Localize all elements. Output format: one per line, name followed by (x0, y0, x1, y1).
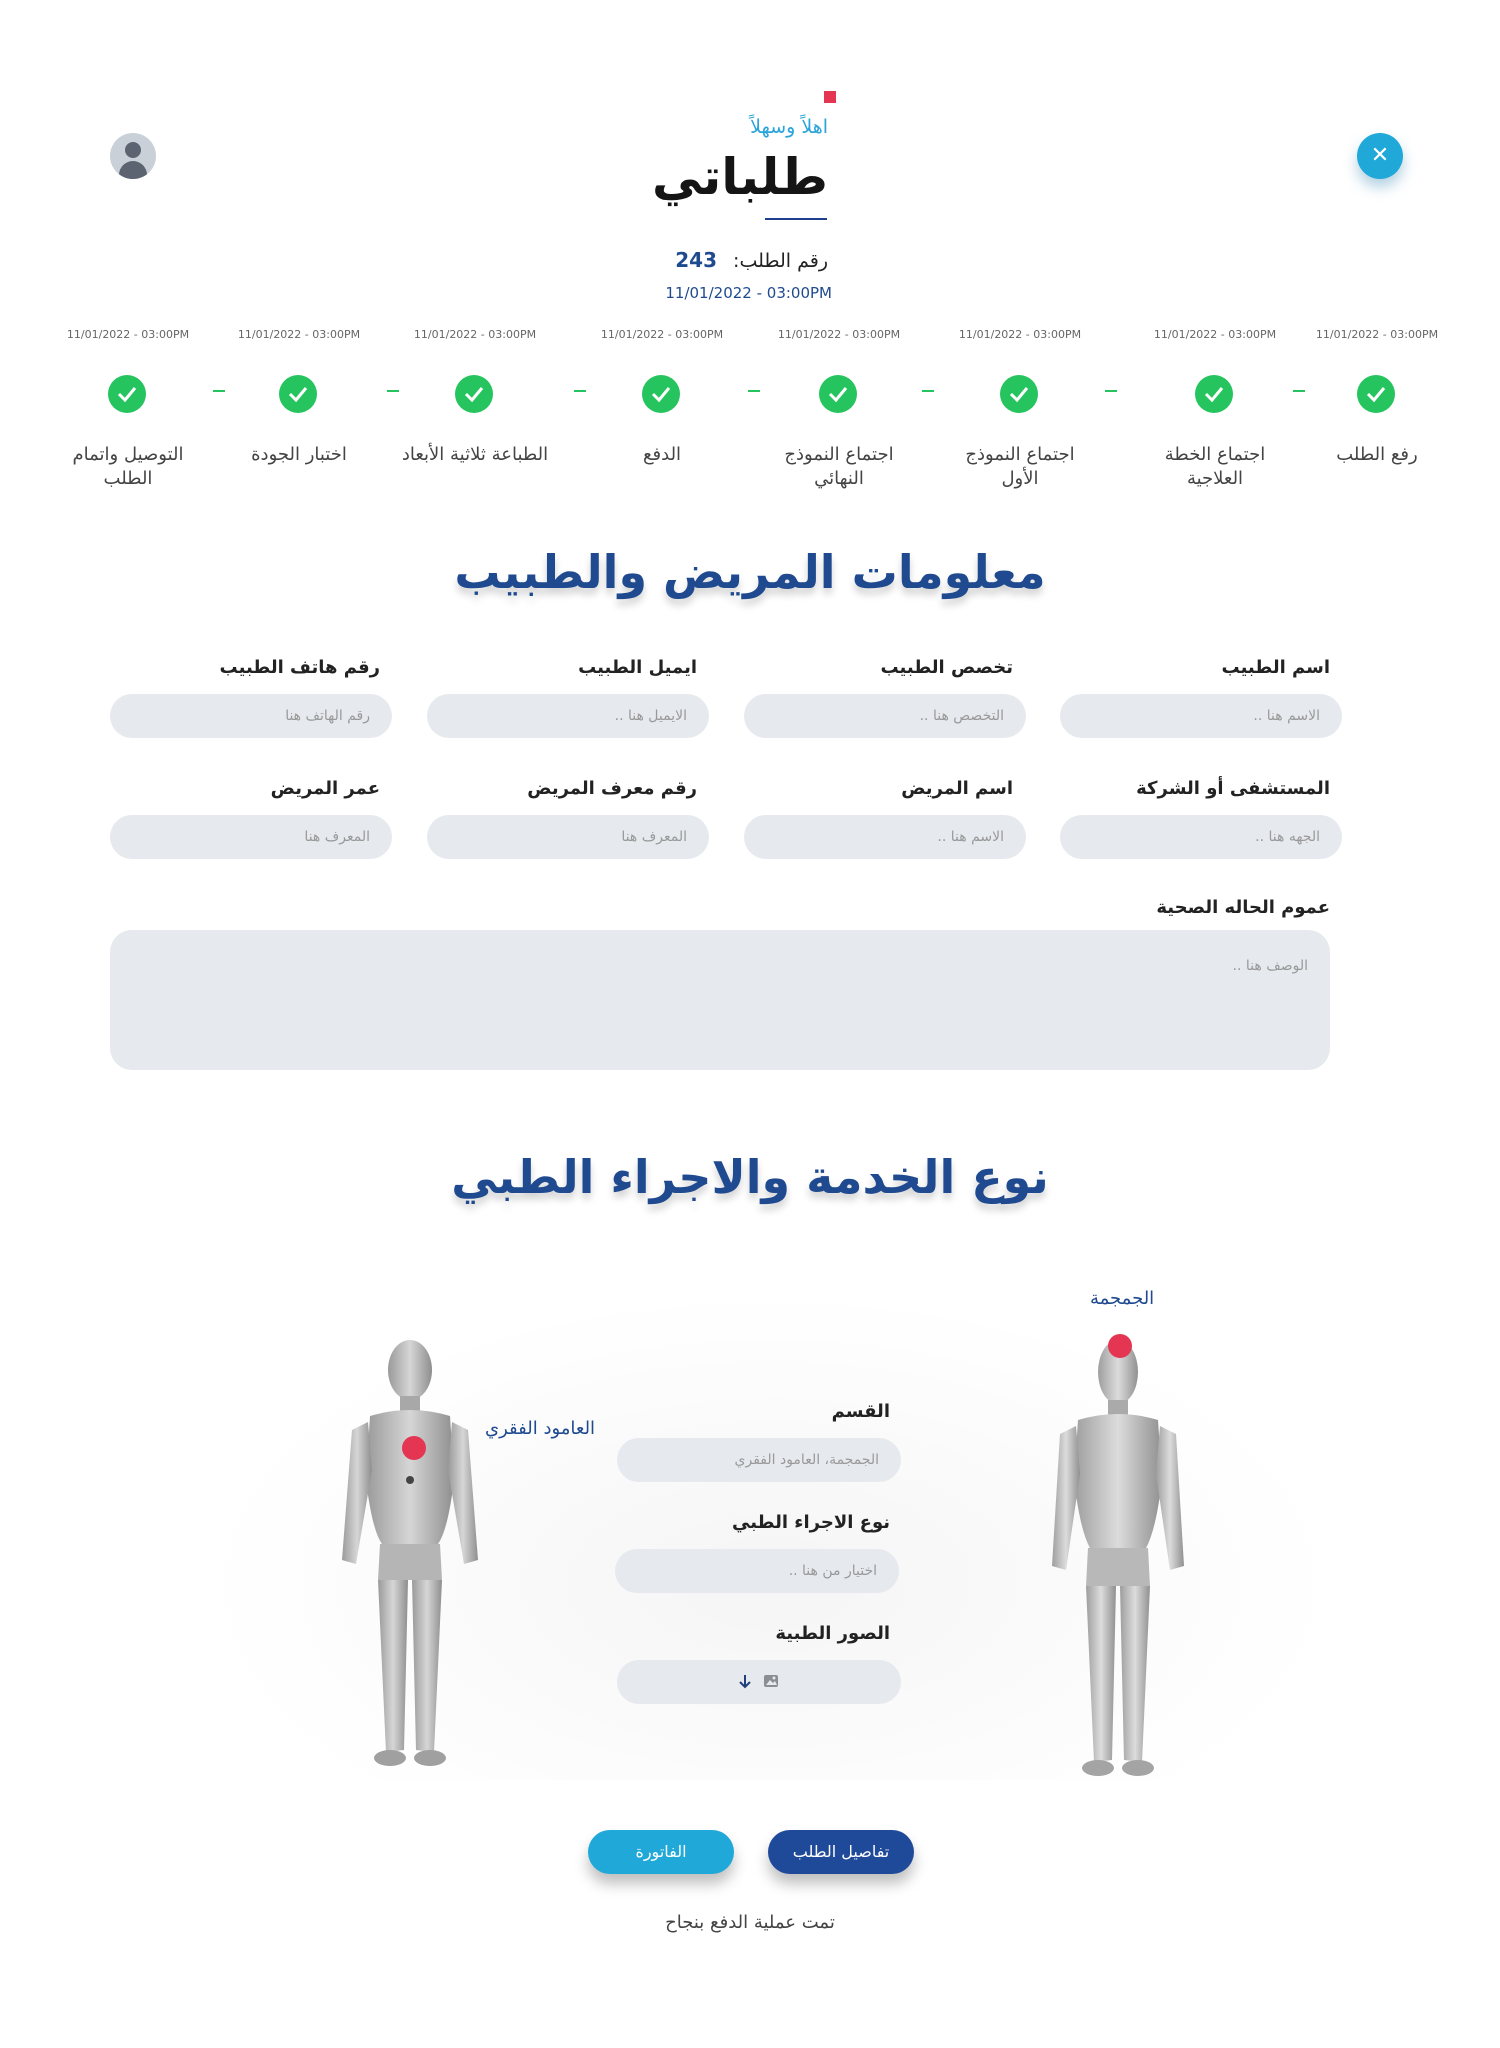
check-icon (1357, 375, 1395, 413)
close-icon: ✕ (1370, 143, 1390, 168)
check-icon (1000, 375, 1038, 413)
doctor-name-label: اسم الطبيب (1221, 657, 1330, 678)
patient-section-title: معلومات المريض والطبيب (454, 545, 1046, 599)
page-title: طلباتي (651, 148, 828, 206)
step-connector (213, 390, 225, 392)
skull-marker (1108, 1334, 1132, 1358)
health-label: عموم الحاله الصحية (1156, 897, 1330, 918)
service-section-title: نوع الخدمة والاجراء الطبي (451, 1150, 1049, 1204)
doctor-specialty-input[interactable]: التخصص هنا .. (744, 694, 1026, 738)
doctor-phone-label: رقم هاتف الطبيب (219, 657, 380, 678)
patient-id-input[interactable]: المعرف هنا (427, 815, 709, 859)
close-button[interactable] (1357, 133, 1403, 179)
step-connector (1105, 390, 1117, 392)
order-number-row (600, 248, 828, 272)
patient-name-input[interactable]: الاسم هنا .. (744, 815, 1026, 859)
step-connector (748, 390, 760, 392)
step-date: 11/01/2022 - 03:00PM (1153, 328, 1277, 341)
step-label: اجتماع النموذج النهائي (784, 444, 894, 489)
greeting: اهلاً وسهلاً (750, 116, 828, 138)
order-details-button[interactable]: تفاصيل الطلب (768, 1830, 914, 1874)
procedure-label: نوع الاجراء الطبي (731, 1512, 890, 1533)
step-date: 11/01/2022 - 03:00PM (66, 328, 190, 341)
skull-label: الجمجمة (1090, 1288, 1155, 1309)
spine-marker (402, 1436, 426, 1460)
title-underline (765, 218, 827, 220)
front-mannequin (1038, 1330, 1198, 1780)
payment-success-message: تمت عملية الدفع بنجاح (665, 1912, 835, 1933)
order-date: 11/01/2022 - 03:00PM (665, 284, 832, 302)
step-date: 11/01/2022 - 03:00PM (237, 328, 361, 341)
step-label: رفع الطلب (1336, 444, 1418, 465)
back-mannequin (330, 1330, 490, 1770)
step-label: الدفع (642, 444, 682, 465)
decorative-square (824, 91, 836, 103)
step-connector (922, 390, 934, 392)
patient-name-label: اسم المريض (901, 778, 1013, 799)
doctor-specialty-label: تخصص الطبيب (880, 657, 1013, 678)
order-number-label: رقم الطلب: (733, 250, 828, 272)
doctor-email-label: ايميل الطبيب (578, 657, 697, 678)
check-icon (642, 375, 680, 413)
step-date: 11/01/2022 - 03:00PM (777, 328, 901, 341)
patient-id-label: رقم معرف المريض (527, 778, 697, 799)
user-avatar-icon[interactable] (110, 133, 156, 179)
check-icon (1195, 375, 1233, 413)
image-icon[interactable] (763, 1673, 779, 1689)
doctor-name-input[interactable]: الاسم هنا .. (1060, 694, 1342, 738)
check-icon (819, 375, 857, 413)
hospital-input[interactable]: الجهه هنا .. (1060, 815, 1342, 859)
invoice-button[interactable]: الفاتورة (588, 1830, 734, 1874)
hospital-label: المستشفى أو الشركة (1136, 778, 1330, 799)
step-date: 11/01/2022 - 03:00PM (958, 328, 1082, 341)
step-connector (387, 390, 399, 392)
step-label: التوصيل واتمام الطلب (72, 444, 184, 489)
download-icon[interactable] (738, 1674, 752, 1690)
step-date: 11/01/2022 - 03:00PM (600, 328, 724, 341)
step-date: 11/01/2022 - 03:00PM (413, 328, 537, 341)
check-icon (108, 375, 146, 413)
department-input[interactable]: الجمجمة، العامود الفقري (617, 1438, 901, 1482)
step-connector (1293, 390, 1305, 392)
step-connector (574, 390, 586, 392)
step-label: اجتماع النموذج الأول (965, 444, 1075, 489)
department-label: القسم (831, 1401, 890, 1422)
spine-label: العامود الفقري (485, 1418, 596, 1439)
order-number: 243 (675, 248, 717, 272)
patient-age-label: عمر المريض (270, 778, 380, 799)
step-label: اجتماع الخطة العلاجية (1164, 444, 1266, 489)
medical-images-upload[interactable] (617, 1660, 901, 1704)
doctor-email-input[interactable]: الايميل هنا .. (427, 694, 709, 738)
patient-age-input[interactable]: المعرف هنا (110, 815, 392, 859)
procedure-select[interactable]: اختيار من هنا .. (615, 1549, 899, 1593)
health-textarea[interactable]: الوصف هنا .. (110, 930, 1330, 1070)
check-icon (455, 375, 493, 413)
step-label: اختبار الجودة (251, 444, 347, 465)
step-label: الطباعة ثلاثية الأبعاد (401, 444, 549, 465)
check-icon (279, 375, 317, 413)
doctor-phone-input[interactable]: رقم الهاتف هنا (110, 694, 392, 738)
step-date: 11/01/2022 - 03:00PM (1315, 328, 1439, 341)
medical-images-label: الصور الطبية (775, 1623, 890, 1644)
